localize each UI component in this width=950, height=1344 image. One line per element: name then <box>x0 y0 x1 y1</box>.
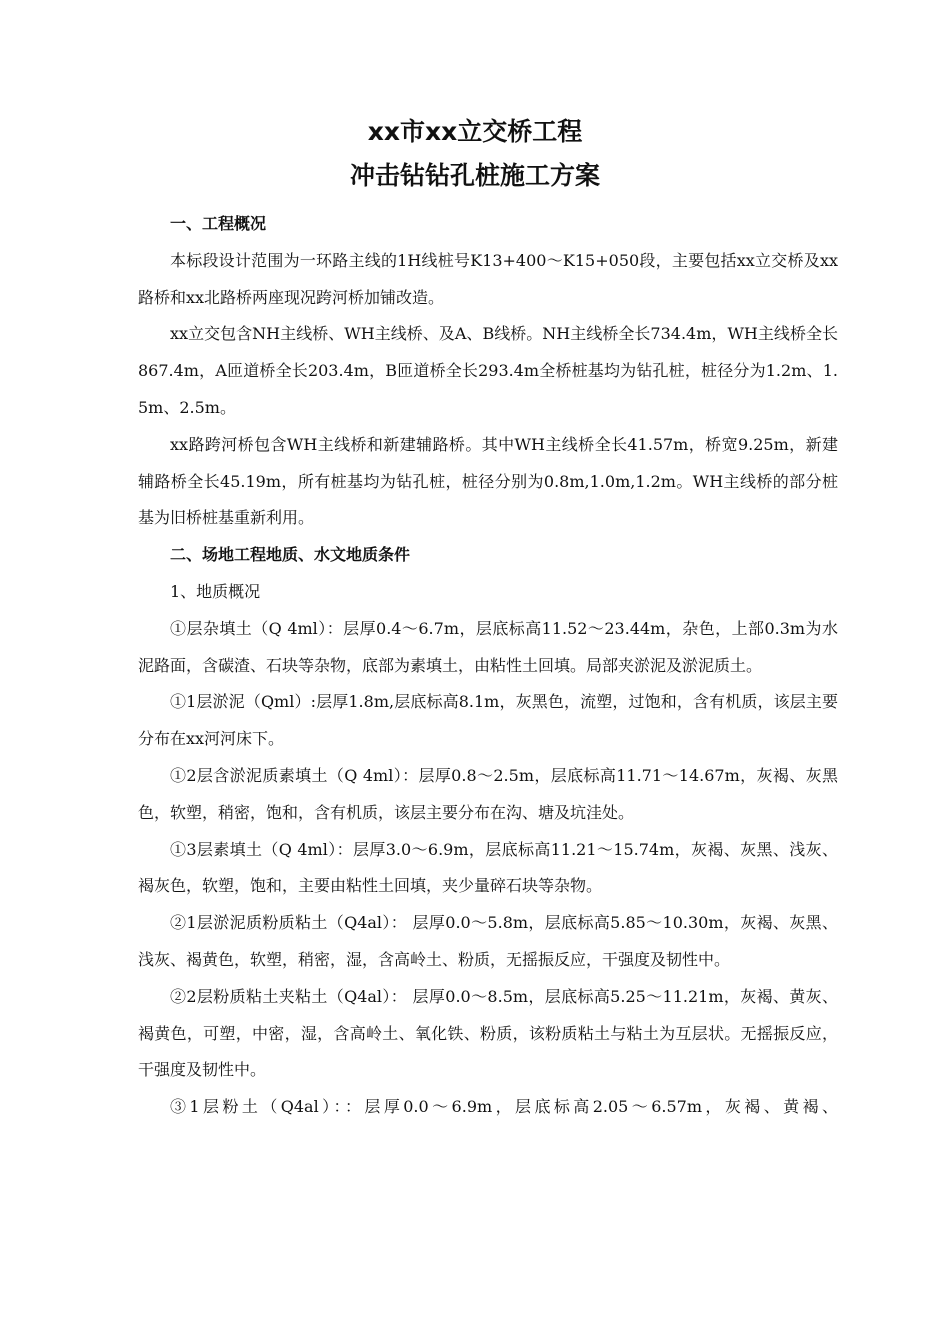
document-title-line1: xx市xx立交桥工程 <box>367 117 583 146</box>
layer-1-paragraph: ①层杂填土（Q 4ml）：层厚0.4～6.7m，层底标高11.52～23.44m，杂色，上部0.3m为水泥路面，含碳渣、石块等杂物，底部为素填土，由粘性土回填。局部夹淤泥及淤泥质土。 <box>138 618 838 675</box>
subsection1-heading: 1、地质概况 <box>170 581 261 601</box>
layer-3-1-paragraph: ③1层粉土（Q4al）：：层厚0.0～6.9m，层底标高2.05～6.57m，灰褐、黄褐、 <box>170 1097 838 1117</box>
document-body <box>138 206 838 1126</box>
layer-1-1-paragraph: ①1层淤泥（Qml）:层厚1.8m,层底标高8.1m，灰黑色，流塑，过饱和，含有机质，该层主要分布在xx河河床下。 <box>138 692 838 749</box>
layer-1-2-paragraph: ①2层含淤泥质素填土（Q 4ml）：层厚0.8～2.5m，层底标高11.71～14.67m，灰褐、灰黑色，软塑，稍密，饱和，含有机质，该层主要分布在沟、塘及坑洼处。 <box>138 765 838 822</box>
section1-paragraph-interchange: xx立交包含NH主线桥、WH主线桥、及A、B线桥。NH主线桥全长734.4m，WH主线桥全长867.4m，A匝道桥全长203.4m，B匝道桥全长293.4m全桥桩基均为钻孔桩，桩径分为1.2m、1.5m、2.5m。 <box>138 324 838 417</box>
layer-2-1-paragraph: ②1层淤泥质粉质粘土（Q4al）： 层厚0.0～5.8m，层底标高5.85～10.30m，灰褐、灰黑、浅灰、褐黄色，软塑，稍密，湿，含高岭土、粉质，无摇振反应，干强度及韧性中。 <box>138 913 838 969</box>
section1-paragraph-river-bridge: xx路跨河桥包含WH主线桥和新建辅路桥。其中WH主线桥全长41.57m，桥宽9.25m，新建辅路桥全长45.19m，所有桩基均为钻孔桩，桩径分别为0.8m,1.0m,1.2m。WH主线桥的部分桩基为旧桥桩基重新利用。 <box>138 434 838 528</box>
layer-2-2-paragraph: ②2层粉质粘土夹粘土（Q4al）： 层厚0.0～8.5m，层底标高5.25～11.21m，灰褐、黄灰、褐黄色，可塑，中密，湿，含高岭土、氧化铁、粉质，该粉质粘土与粘土为互层状。无摇振反应，干强度及韧性中。 <box>138 986 838 1080</box>
section1-heading: 一、工程概况 <box>170 214 267 233</box>
section1-paragraph-scope: 本标段设计范围为一环路主线的1H线桩号K13+400～K15+050段，主要包括xx立交桥及xx路桥和xx北路桥两座现况跨河桥加铺改造。 <box>138 250 838 307</box>
document-title-line2: 冲击钻钻孔桩施工方案 <box>349 161 600 190</box>
layer-1-3-paragraph: ①3层素填土（Q 4ml）：层厚3.0～6.9m，层底标高11.21～15.74m，灰褐、灰黑、浅灰、褐灰色，软塑，饱和，主要由粘性土回填，夹少量碎石块等杂物。 <box>138 839 838 896</box>
section2-heading: 二、场地工程地质、水文地质条件 <box>170 545 411 565</box>
